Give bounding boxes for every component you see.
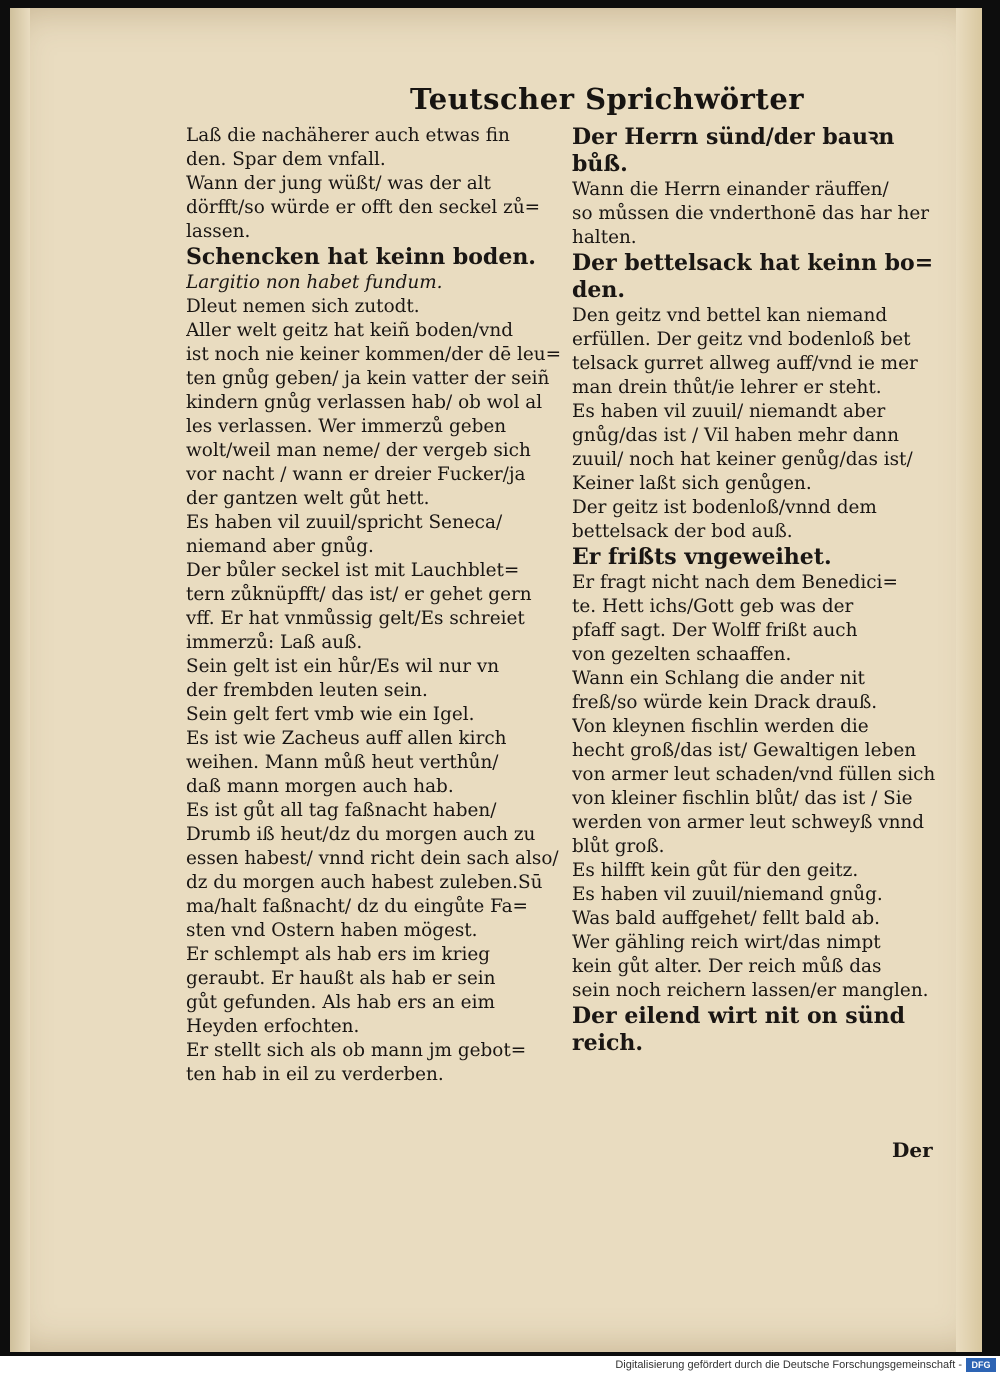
text-line: vor nacht / wann er dreier Fucker/ja: [186, 464, 526, 485]
proverb-heading-line: bůß.: [572, 151, 628, 177]
text-line: gnůg/das ist / Vil haben mehr dann: [572, 425, 899, 446]
proverb-heading-line: den.: [572, 277, 626, 303]
text-line: ten gnůg geben/ ja kein vatter der seiñ: [186, 368, 550, 389]
text-line: von kleiner fischlin blůt/ das ist / Sie: [572, 788, 913, 809]
text-line: den. Spar dem vnfall.: [186, 149, 386, 170]
text-line: dz du morgen auch habest zuleben.Sū: [186, 872, 543, 893]
text-line: Wann der jung wüßt/ was der alt: [186, 173, 491, 194]
catchword: Der: [892, 1138, 933, 1162]
text-line: ten hab in eil zu verderben.: [186, 1064, 444, 1085]
text-line: Wer gähling reich wirt/das nimpt: [572, 932, 881, 953]
text-line: dörfft/so würde er offt den seckel zů=: [186, 197, 541, 218]
text-line: erfüllen. Der geitz vnd bodenloß bet: [572, 329, 911, 350]
text-line: niemand aber gnůg.: [186, 536, 374, 557]
text-line: blůt groß.: [572, 836, 665, 857]
text-line: vff. Er hat vnmůssig gelt/Es schreiet: [186, 608, 525, 629]
text-line: ist noch nie keiner kommen/der dē leu=: [186, 344, 562, 365]
proverb-heading-line: Der eilend wirt nit on sünd: [572, 1003, 906, 1029]
running-head: Teutscher Sprichwörter: [410, 82, 805, 116]
footer-bar: [0, 1356, 1000, 1376]
text-line: Er fragt nicht nach dem Benedici=: [572, 572, 898, 593]
text-line: werden von armer leut schweyß vnnd: [572, 812, 925, 833]
text-line: telsack gurret allweg auff/vnd ie mer: [572, 353, 918, 374]
text-line: Es ist wie Zacheus auff allen kirch: [186, 728, 507, 749]
text-line: Es hilfft kein gůt für den geitz.: [572, 860, 859, 881]
proverb-heading-line: reich.: [572, 1030, 643, 1056]
text-line: halten.: [572, 227, 637, 248]
text-line: weihen. Mann můß heut verthůn/: [186, 752, 499, 773]
text-line: hecht groß/das ist/ Gewaltigen leben: [572, 740, 917, 761]
text-line: Er schlempt als hab ers im krieg: [186, 944, 491, 965]
text-line: Es haben vil zuuil/niemand gnůg.: [572, 884, 883, 905]
proverb-heading-line: Der Herrn sünd/der bauꝛn: [572, 124, 895, 150]
text-line: Aller welt geitz hat keiñ boden/vnd: [186, 320, 513, 341]
text-line: Wann ein Schlang die ander nit: [572, 668, 865, 689]
text-line: Es haben vil zuuil/spricht Seneca/: [186, 512, 503, 533]
latin-proverb-line: Largitio non habet fundum.: [186, 272, 443, 293]
dfg-logo: DFG: [966, 1358, 996, 1372]
text-line: ma/halt faßnacht/ dz du eingůte Fa=: [186, 896, 528, 917]
text-line: geraubt. Er haußt als hab er sein: [186, 968, 496, 989]
text-line: wolt/weil man neme/ der vergeb sich: [186, 440, 531, 461]
proverb-heading-line: Er frißts vngeweihet.: [572, 544, 832, 570]
text-line: Keiner laßt sich genůgen.: [572, 473, 812, 494]
text-line: sein noch reichern lassen/er manglen.: [572, 980, 929, 1001]
text-line: tern zůknüpfft/ das ist/ er gehet gern: [186, 584, 532, 605]
text-line: Was bald auffgehet/ fellt bald ab.: [572, 908, 880, 929]
text-line: te. Hett ichs/Gott geb was der: [572, 596, 854, 617]
text-line: gůt gefunden. Als hab ers an eim: [186, 992, 495, 1013]
text-line: Wann die Herrn einander räuffen/: [572, 179, 889, 200]
text-line: von gezelten schaaffen.: [572, 644, 792, 665]
text-line: Dleut nemen sich zutodt.: [186, 296, 420, 317]
text-line: man drein thůt/ie lehrer er steht.: [572, 377, 882, 398]
text-line: Der bůler seckel ist mit Lauchblet=: [186, 560, 520, 581]
text-line: Den geitz vnd bettel kan niemand: [572, 305, 888, 326]
text-line: pfaff sagt. Der Wolff frißt auch: [572, 620, 858, 641]
text-line: Drumb iß heut/dz du morgen auch zu: [186, 824, 536, 845]
text-line: sten vnd Ostern haben mögest.: [186, 920, 478, 941]
text-line: so můssen die vnderthonē das har her: [572, 203, 930, 224]
text-line: essen habest/ vnnd richt dein sach also/: [186, 848, 559, 869]
proverb-heading-line: Der bettelsack hat keinn bo=: [572, 250, 934, 276]
text-line: Laß die nachäherer auch etwas fin: [186, 125, 510, 146]
text-line: Der geitz ist bodenloß/vnnd dem: [572, 497, 877, 518]
text-line: lassen.: [186, 221, 251, 242]
text-line: freß/so würde kein Drack drauß.: [572, 692, 878, 713]
text-line: Heyden erfochten.: [186, 1016, 360, 1037]
text-line: Er stellt sich als ob mann jm gebot=: [186, 1040, 527, 1061]
text-line: Es haben vil zuuil/ niemandt aber: [572, 401, 886, 422]
text-line: von armer leut schaden/vnd füllen sich: [572, 764, 936, 785]
text-line: Sein gelt ist ein hůr/Es wil nur vn: [186, 656, 500, 677]
text-line: daß mann morgen auch hab.: [186, 776, 454, 797]
left-text-column: [186, 124, 566, 1087]
page-edge-left: [10, 8, 30, 1352]
text-line: les verlassen. Wer immerzů geben: [186, 416, 507, 437]
digitization-credit: Digitalisierung gefördert durch die Deutsche Forschungsgemeinschaft -: [615, 1359, 962, 1371]
text-line: Es ist gůt all tag faßnacht haben/: [186, 800, 497, 821]
page-edge-right: [956, 8, 982, 1352]
text-line: zuuil/ noch hat keiner genůg/das ist/: [572, 449, 913, 470]
text-line: kindern gnůg verlassen hab/ ob wol al: [186, 392, 543, 413]
right-text-column: [572, 124, 948, 1057]
text-line: der frembden leuten sein.: [186, 680, 428, 701]
text-line: Von kleynen fischlin werden die: [572, 716, 869, 737]
proverb-heading-line: Schencken hat keinn boden.: [186, 244, 536, 270]
text-line: Sein gelt fert vmb wie ein Igel.: [186, 704, 475, 725]
text-line: der gantzen welt gůt hett.: [186, 488, 430, 509]
text-line: kein gůt alter. Der reich můß das: [572, 956, 882, 977]
text-line: bettelsack der bod auß.: [572, 521, 793, 542]
text-line: immerzů: Laß auß.: [186, 632, 363, 653]
